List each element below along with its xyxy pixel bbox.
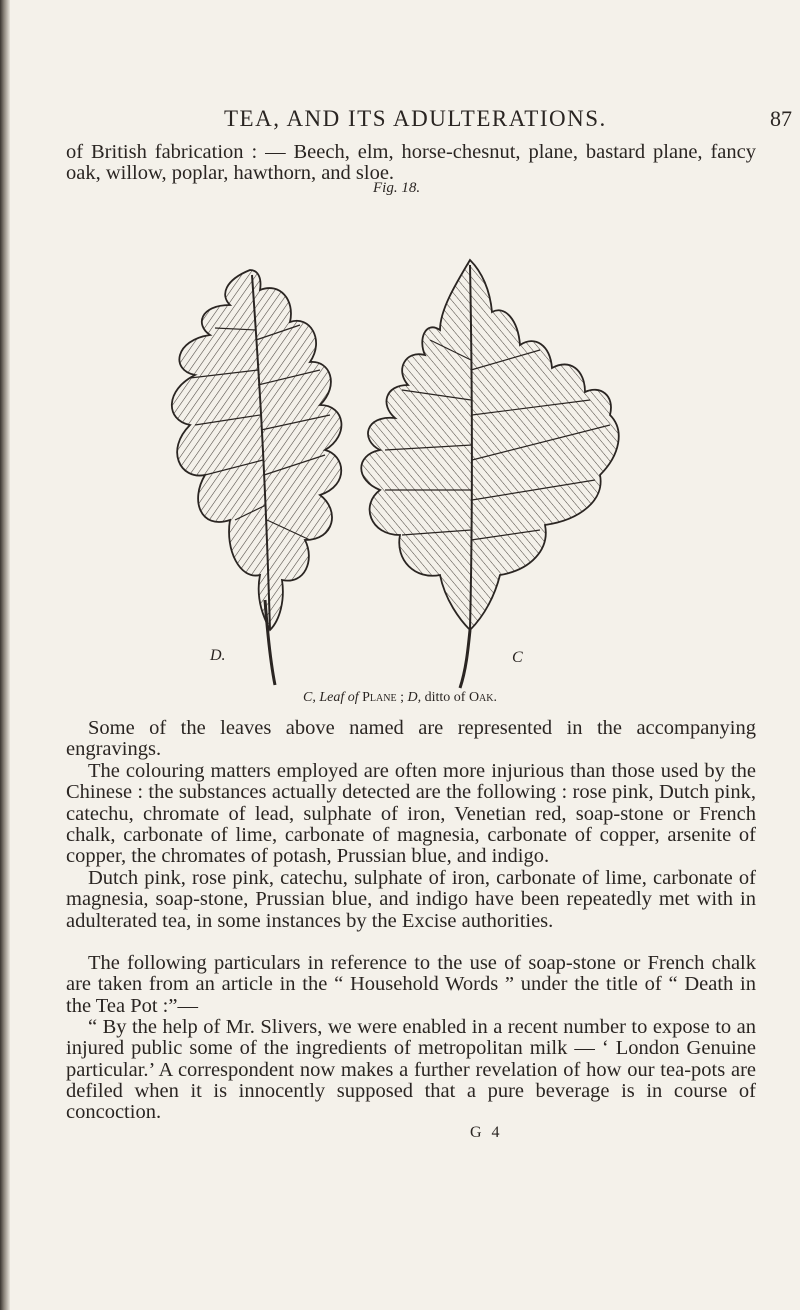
caption-part-1: C, Leaf of	[303, 690, 363, 705]
paragraph-4: The following particulars in reference to the use of soap-stone or French chalk are taken from an article in the “ Household Words ” under the title of “ Death in the Tea Pot :”—	[66, 952, 756, 1017]
signature-mark: G 4	[470, 1124, 503, 1141]
leaf-engraving-figure	[140, 200, 640, 690]
caption-part-4: D,	[407, 690, 422, 705]
caption-part-5: ditto of	[421, 690, 469, 705]
caption-part-2: Plane	[362, 690, 397, 705]
page-header	[0, 106, 800, 136]
paragraph-3: Dutch pink, rose pink, catechu, sulphate of iron, carbonate of lime, carbonate of magnesia, soap-stone, Prussian blue, and indigo have been repeatedly met with in adulterated tea, in some instances by the Excise authorities.	[66, 867, 756, 932]
intro-paragraph: of British fabrication : — Beech, elm, horse-chesnut, plane, bastard plane, fancy oak, willow, poplar, hawthorn, and sloe.	[66, 141, 756, 185]
figure-letter-c: C	[512, 649, 523, 666]
caption-part-6: Oak.	[468, 690, 497, 705]
running-title: TEA, AND ITS ADULTERATIONS.	[224, 106, 607, 131]
figure-caption	[0, 690, 800, 706]
paragraph-5: “ By the help of Mr. Slivers, we were enabled in a recent number to expose to an injured public some of the ingredients of metropolitan milk — ‘ London Genuine particular.’ A correspondent now makes a further revelation of how our tea-pots are defiled when it is innocently supposed that a pure beverage is in course of concoction.	[66, 1016, 756, 1124]
figure-label: Fig. 18.	[373, 180, 421, 196]
oak-leaf-drawing	[172, 270, 342, 685]
paragraph-1: Some of the leaves above named are represented in the accompanying engravings.	[66, 717, 756, 761]
page-binding-edge	[0, 0, 10, 1310]
paragraph-2: The colouring matters employed are often more injurious than those used by the Chinese : the substances actually detected are the following : rose pink, Dutch pink, catechu, chromate of lead, sulphate of iron, Venetian red, soap-stone or French chalk, carbonate of lime, carbonate of magnesia, carbonate of copper, arsenite of copper, the chromates of potash, Prussian blue, and indigo.	[66, 760, 756, 868]
plane-leaf-drawing	[361, 260, 618, 688]
caption-part-3: ;	[396, 690, 408, 705]
figure-letter-d: D.	[210, 647, 226, 664]
page-number: 87	[770, 106, 792, 131]
